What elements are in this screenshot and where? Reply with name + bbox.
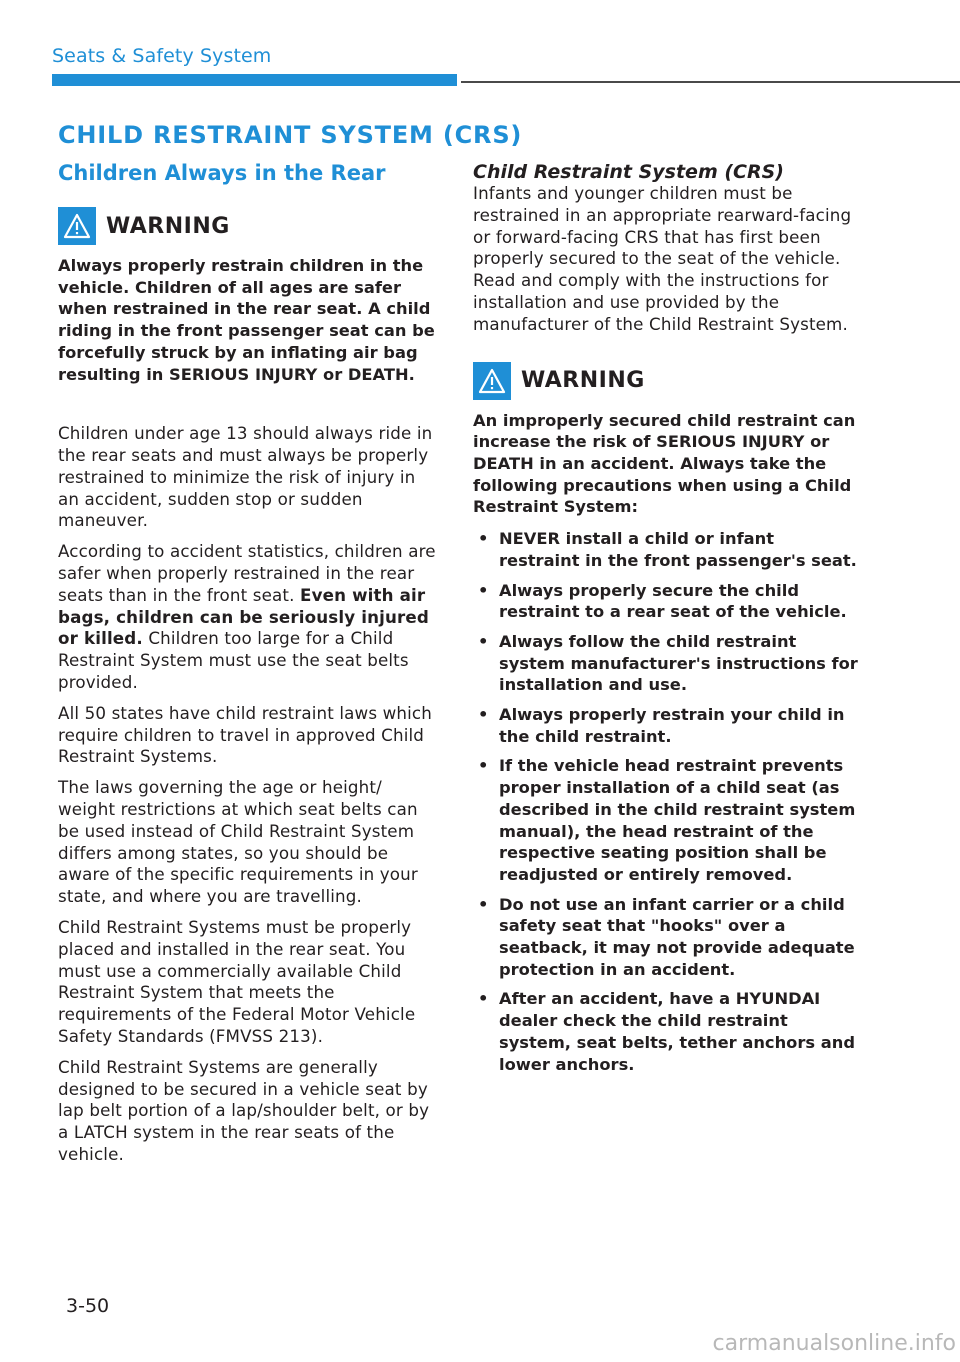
list-item-text: After an accident, have a HYUNDAI dealer check the child restraint system, seat belts, tether anchors and lower anchors. — [499, 989, 855, 1074]
header-rule-thin — [461, 81, 960, 83]
list-item-text: If the vehicle head restraint prevents proper installation of a child seat (as described in the child restraint system manual), the head restraint of the respective seating position shall be readjusted or entirely removed. — [499, 756, 856, 884]
warning-text: Always properly restrain children in the vehicle. Children of all ages are safer when restrained in the rear seat. A child riding in the front passenger seat can be forcefully struck by an inflating air bag resulting in SERIOUS INJURY or DEATH. — [58, 256, 435, 384]
left-subtitle: Children Always in the Rear — [58, 161, 386, 185]
bullet-dot: • — [478, 705, 489, 725]
warning-text: An improperly secured child restraint can increase the risk of SERIOUS INJURY or DEATH in an accident. Always take the following precautions when using a Child Restraint System: — [473, 410, 856, 517]
left-body — [58, 423, 438, 1166]
intro-paragraph: Infants and younger children must be restrained in an appropriate rearward-facing or forward-facing CRS that has first been properly secured to the seat of the vehicle. Read and comply with the instructions for installation and use provided by the manufacturer of the Child Restraint System. — [473, 183, 852, 334]
list-item — [473, 580, 858, 623]
left-warning-header — [58, 207, 438, 245]
paragraph: Child Restraint Systems are generally designed to be secured in a vehicle seat by lap belt portion of a lap/shoulder belt, or by a LATCH system in the rear seats of the vehicle. — [58, 1056, 430, 1164]
paragraph-emphasis: Even with air bags, children can be seriously injured or killed. — [58, 584, 429, 649]
list-item-text: Always properly restrain your child in the child restraint. — [499, 705, 845, 746]
paragraph — [58, 541, 438, 694]
list-item-text: NEVER install a child or infant restraint in the front passenger's seat. — [499, 529, 857, 570]
warning-triangle-icon — [473, 362, 511, 400]
paragraph-text: According to accident statistics, children are safer when properly restrained in the rear seats than in the front seat. — [58, 541, 436, 605]
list-item — [473, 528, 858, 571]
list-item-text: Do not use an infant carrier or a child safety seat that "hooks" over a seatback, it may not provide adequate protection in an accident. — [499, 894, 855, 979]
right-subtitle: Child Restraint System (CRS) — [473, 161, 784, 183]
page-title: CHILD RESTRAINT SYSTEM (CRS) — [58, 121, 523, 149]
section-header: Seats & Safety System — [52, 45, 272, 67]
list-item — [473, 894, 858, 981]
right-warning-header — [473, 362, 858, 400]
list-item-text: Always properly secure the child restraint to a rear seat of the vehicle. — [499, 580, 847, 622]
bullet-dot: • — [478, 756, 489, 776]
list-item — [473, 704, 858, 747]
list-item — [473, 988, 858, 1075]
warning-triangle-icon — [58, 207, 96, 245]
paragraph: Child Restraint Systems must be properly placed and installed in the rear seat. You must use a commercially available Child Restraint System that meets the requirements of the Federal Motor Vehicle Safety Standards (FMVSS 213). — [58, 916, 416, 1046]
bullet-dot: • — [478, 894, 489, 914]
list-item-text: Always follow the child restraint system manufacturer's instructions for installation and use. — [499, 631, 858, 695]
page-number: 3-50 — [66, 1295, 110, 1317]
list-item — [473, 755, 858, 885]
list-item — [473, 631, 858, 696]
warning-label: WARNING — [521, 368, 645, 394]
bullet-dot: • — [478, 631, 489, 651]
bullet-dot: • — [478, 529, 489, 549]
paragraph: All 50 states have child restraint laws which require children to travel in approved Child Restraint Systems. — [58, 702, 432, 767]
paragraph-text: Children too large for a Child Restraint System must use the seat belts provided. — [58, 628, 409, 692]
watermark: carmanualsonline.info — [712, 1331, 956, 1356]
left-column — [58, 157, 438, 1175]
bullet-dot: • — [478, 580, 489, 600]
paragraph: The laws governing the age or height/ weight restrictions at which seat belts can be used instead of Child Restraint System differs among states, so you should be aware of the specific requirements in your state, and where you are travelling. — [58, 777, 418, 907]
header-rule-accent — [52, 74, 457, 86]
warning-label: WARNING — [106, 213, 230, 239]
right-column — [473, 157, 858, 1083]
bullet-dot: • — [478, 989, 489, 1009]
precautions-list — [473, 528, 858, 1075]
paragraph: Children under age 13 should always ride in the rear seats and must always be properly restrained to minimize the risk of injury in an accident, sudden stop or sudden maneuver. — [58, 423, 433, 531]
